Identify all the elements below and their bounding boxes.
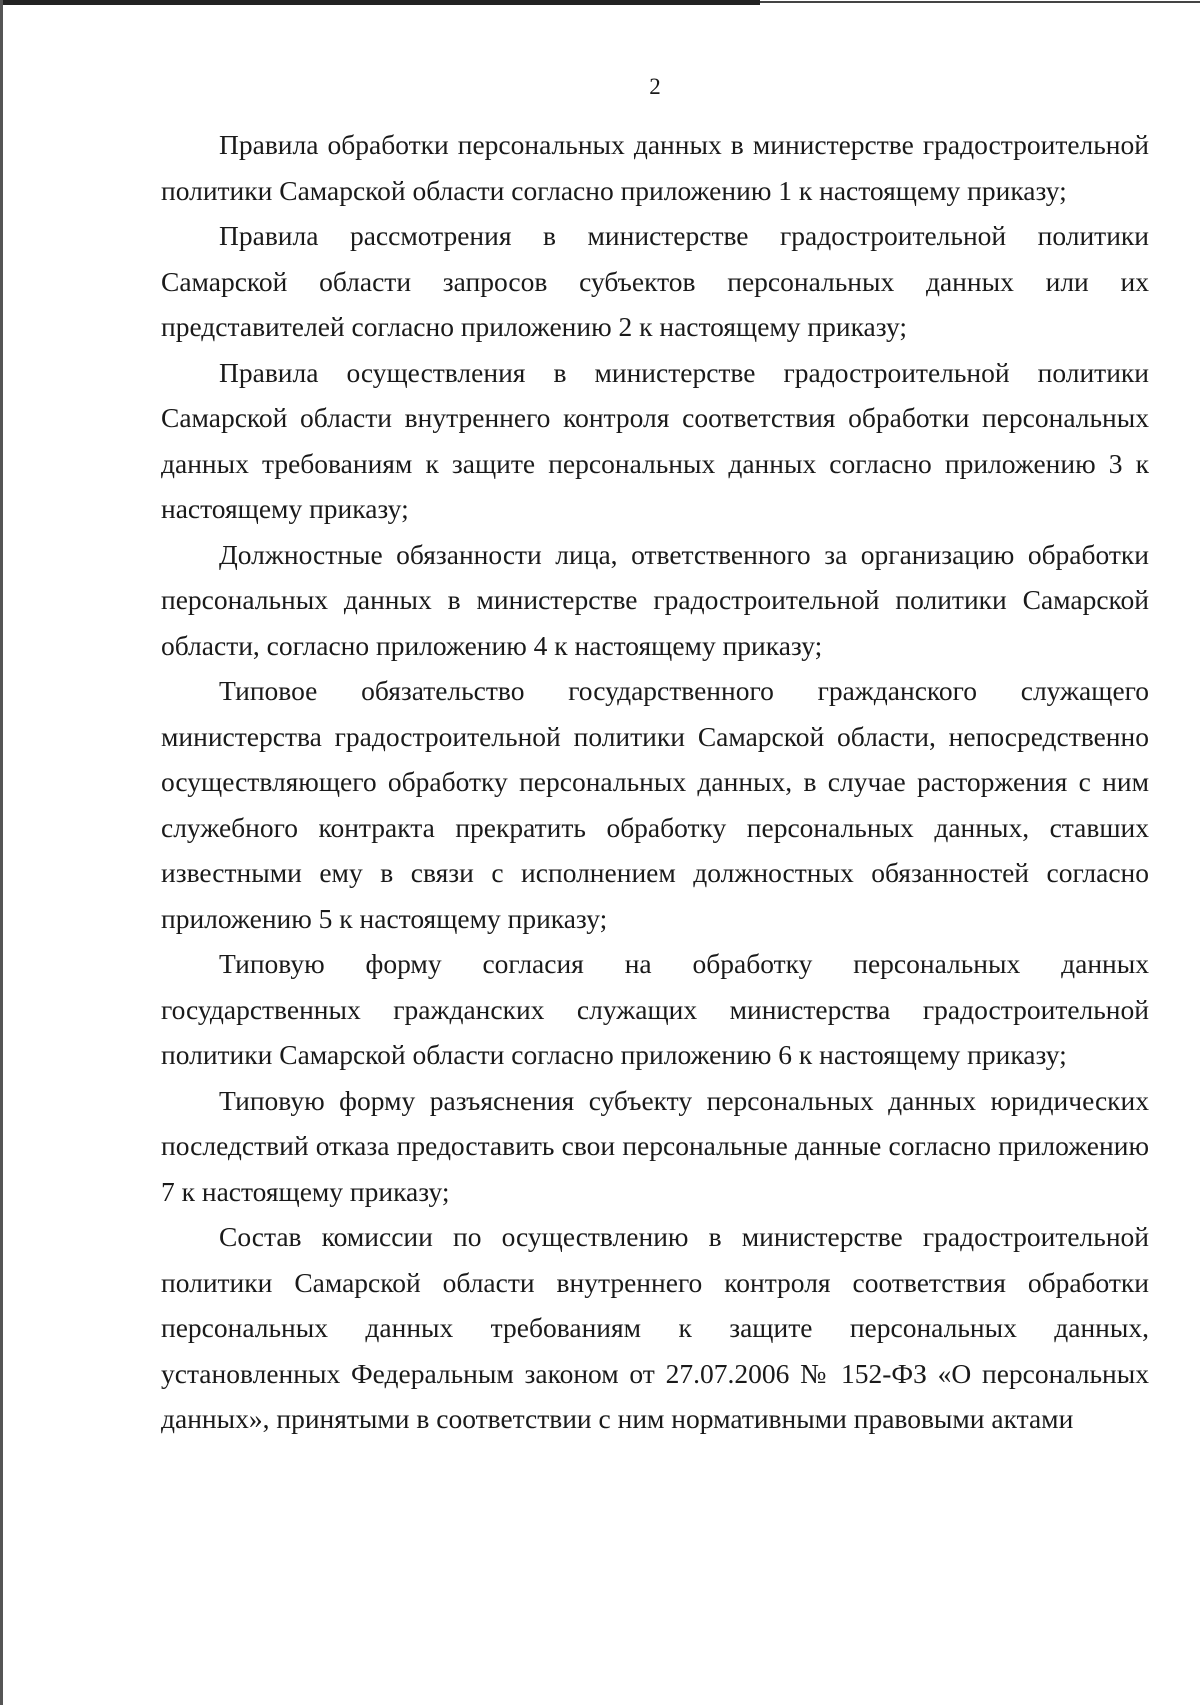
paragraph-commission-composition: Состав комиссии по осуществлению в министерстве градостроительной политики Самарской области внутреннего контроля соответствия обработки персональных данных требованиям к защите персональных данных, установленных Федеральным законом от 27.07.2006 № 152-ФЗ «О персональных данных», принятыми в соответствии с ним нормативными правовыми актами [161,1221,1149,1434]
paragraph-rules-internal-control: Правила осуществления в министерстве градостроительной политики Самарской области внутреннего контроля соответствия обработки персональных данных требованиям к защите персональных данных согласно приложению 3 к настоящему приказу; [161,356,1149,524]
scan-edge-left [0,0,3,1705]
paragraph-consent-form: Типовую форму согласия на обработку персональных данных государственных гражданских служащих министерства градостроительной политики Самарской области согласно приложению 6 к настоящему приказу; [161,948,1149,1070]
paragraph-duties-responsible-person: Должностные обязанности лица, ответственного за организацию обработки персональных данных в министерстве градостроительной политики Самарской области, согласно приложению 4 к настоящему приказу; [161,538,1149,661]
paragraph-rules-processing: Правила обработки персональных данных в министерстве градостроительной политики Самарской области согласно приложению 1 к настоящему приказу; [161,129,1149,206]
page-number: 2 [649,74,661,99]
paragraph-rules-requests: Правила рассмотрения в министерстве градостроительной политики Самарской области запросов субъектов персональных данных или их представителей согласно приложению 2 к настоящему приказу; [161,220,1149,342]
scan-edge-top-right [760,1,1200,3]
scan-edge-top [0,0,760,5]
paragraph-explanation-form: Типовую форму разъяснения субъекту персональных данных юридических последствий отказа предоставить свои персональные данные согласно приложению 7 к настоящему приказу; [161,1084,1149,1207]
paragraph-standard-obligation: Типовое обязательство государственного гражданского служащего министерства градостроительной политики Самарской области, непосредственно осуществляющего обработку персональных данных, в случае расторжения с ним служебного контракта прекратить обработку персональных данных, ставших известными ему в связи с исполнением должностных обязанностей согласно приложению 5 к настоящему приказу; [161,675,1149,934]
document-body [161,122,1149,1442]
